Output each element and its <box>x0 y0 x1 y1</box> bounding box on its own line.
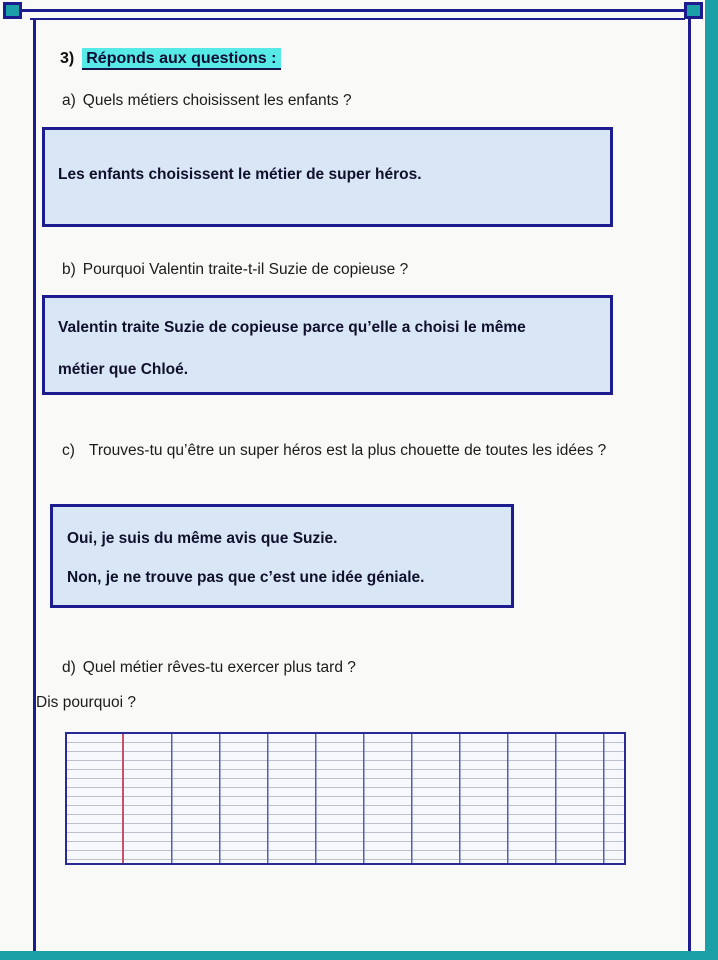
question-a-text: Quels métiers choisissent les enfants ? <box>82 92 352 109</box>
answer-box-b <box>42 295 613 395</box>
answer-box-c <box>50 504 514 608</box>
footer-prompt: Dis pourquoi ? <box>36 694 136 711</box>
section-number: 3) <box>60 50 75 67</box>
answer-b-line2: métier que Chloé. <box>58 361 189 378</box>
frame-corner-ornament-right <box>684 2 703 19</box>
question-c-text: Trouves-tu qu’être un super héros est la plus chouette de toutes les idées ? <box>89 442 607 459</box>
question-b <box>62 259 408 280</box>
writing-lines-grid <box>65 732 626 865</box>
answer-c-line1: Oui, je suis du même avis que Suzie. <box>67 530 338 547</box>
question-c-label: c) <box>62 442 75 459</box>
answer-box-a <box>42 127 613 227</box>
section-heading <box>60 50 281 68</box>
question-d-label: d) <box>62 659 76 676</box>
question-b-label: b) <box>62 261 76 278</box>
answer-c-line2: Non, je ne trouve pas que c’est une idée géniale. <box>67 569 425 586</box>
question-d <box>62 657 356 678</box>
question-a <box>62 90 352 111</box>
frame-corner-ornament-left <box>3 2 22 19</box>
frame-right-line <box>688 18 691 951</box>
question-a-label: a) <box>62 92 76 109</box>
frame-top-line-inner <box>30 18 685 20</box>
frame-left-line <box>33 18 36 951</box>
section-title: Réponds aux questions : <box>82 48 281 70</box>
question-c <box>62 440 624 461</box>
answer-b-line1: Valentin traite Suzie de copieuse parce qu’elle a choisi le même <box>58 319 526 336</box>
answer-a-line1: Les enfants choisissent le métier de super héros. <box>58 166 422 183</box>
question-b-text: Pourquoi Valentin traite-t-il Suzie de copieuse ? <box>82 261 409 278</box>
question-d-text: Quel métier rêves-tu exercer plus tard ? <box>82 659 356 676</box>
frame-top-line-outer <box>13 9 699 12</box>
